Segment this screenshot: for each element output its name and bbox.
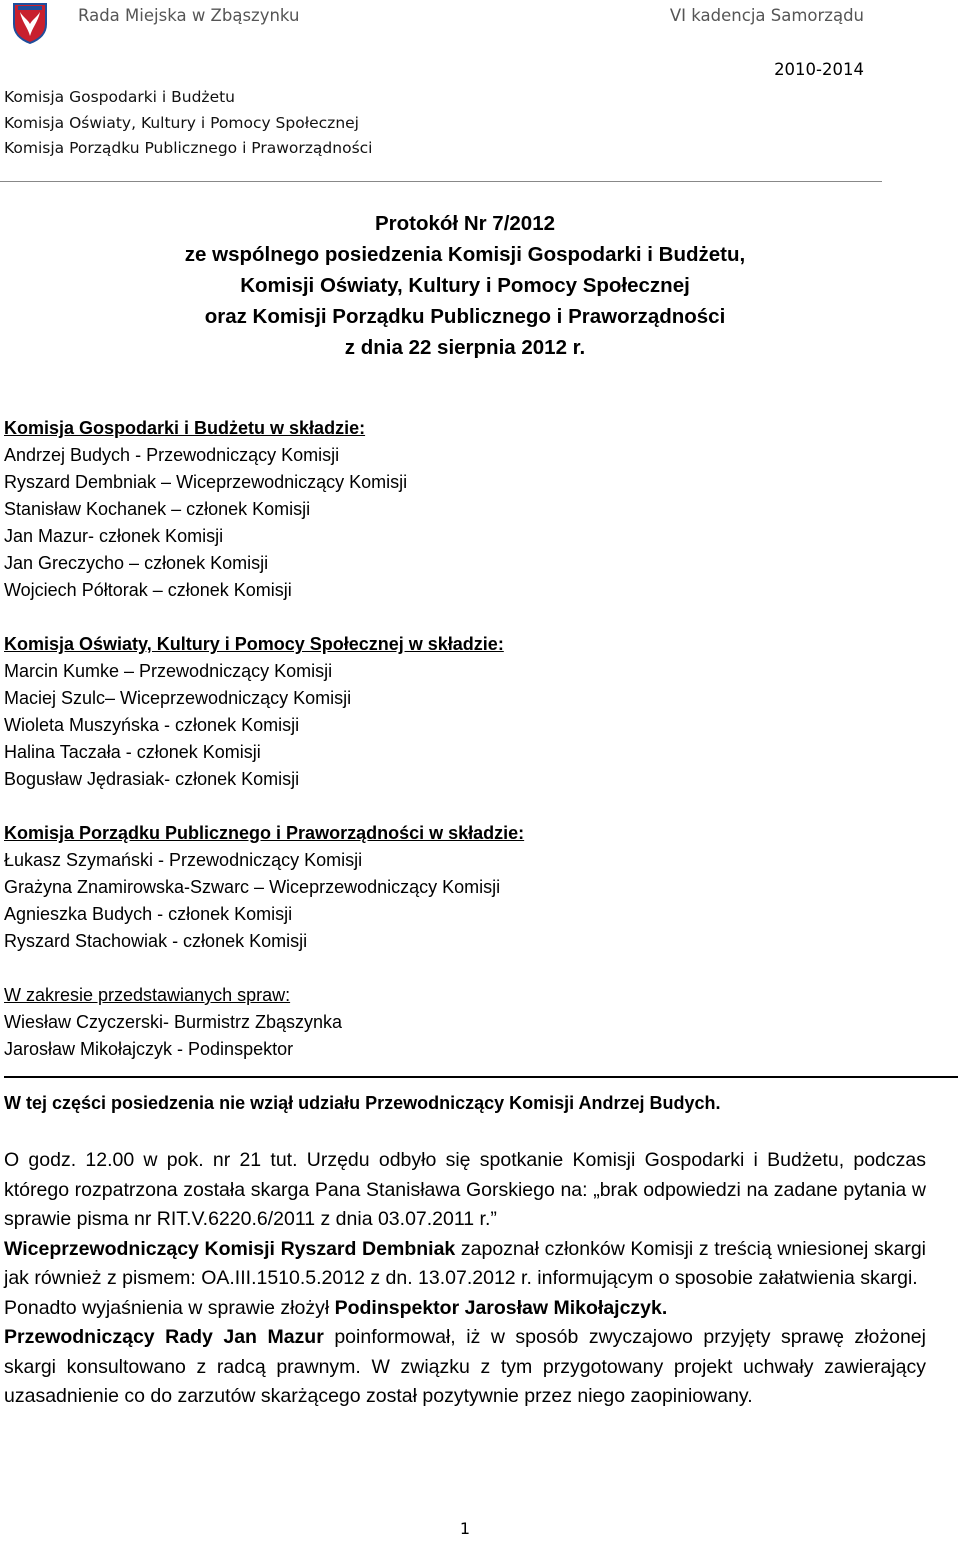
member-line: Stanisław Kochanek – członek Komisji (4, 499, 311, 519)
member-line: Maciej Szulc– Wiceprzewodniczący Komisji (4, 688, 352, 708)
member-line: Wioleta Muszyńska - członek Komisji (4, 715, 300, 735)
title-line: Protokół Nr 7/2012 (374, 212, 555, 235)
paragraph-text: zapoznał członków Komisji z treścią wniesionej skargi jak również z pismem: OA.III.1510.5.2012 z dn. 13.07.2012 r. informującym o sposobie załatwienia skargi. (4, 1237, 926, 1289)
absence-note: W tej części posiedzenia nie wziął udziału Przewodniczący Komisji Andrzej Budych. (4, 1093, 721, 1113)
speaker-name: Przewodniczący Rady Jan Mazur (4, 1326, 324, 1348)
section-budget (4, 415, 944, 604)
section-heading: Komisja Gospodarki i Budżetu w składzie: (4, 418, 366, 438)
section-divider (4, 1076, 958, 1078)
speaker-name: Wiceprzewodniczący Komisji Ryszard Dembniak (4, 1237, 456, 1260)
member-line: Bogusław Jędrasiak- członek Komisji (4, 769, 300, 789)
term-label: VI kadencja Samorządu (669, 6, 864, 25)
committee-name: Komisja Oświaty, Kultury i Pomocy Społecznej (4, 113, 359, 132)
section-education (4, 631, 944, 793)
committee-list (4, 85, 372, 162)
speaker-name: Podinspektor Jarosław Mikołajczyk. (334, 1296, 668, 1319)
member-line: Jan Greczycho – członek Komisji (4, 553, 269, 573)
member-line: Jan Mazur- członek Komisji (4, 526, 224, 546)
term-years: 2010-2014 (774, 60, 864, 79)
member-line: Grażyna Znamirowska-Szwarc – Wiceprzewodniczący Komisji (4, 877, 501, 897)
section-public-order (4, 820, 944, 955)
section-attendees (4, 982, 944, 1063)
page-number: 1 (459, 1519, 471, 1538)
composition-sections (4, 415, 944, 1063)
member-line: Andrzej Budych - Przewodniczący Komisji (4, 445, 340, 465)
paragraph-text: Ponadto wyjaśnienia w sprawie złożył (4, 1296, 335, 1319)
body-paragraph: O godz. 12.00 w pok. nr 21 tut. Urzędu odbyło się spotkanie Komisji Gospodarki i Budżetu, podczas którego rozpatrzona została skarga Pana Stanisława Gorskiego na: „brak odpowiedzi na zadane pytania w sprawie pisma nr RIT.V.6220.6/2011 z dnia 03.07.2011 r.” (4, 1149, 926, 1230)
member-line: Wiesław Czyczerski- Burmistrz Zbąszynka (4, 1012, 343, 1032)
paragraph-text: poinformował, iż w sposób zwyczajowo przyjęty sprawę złożonej skargi konsultowano z radcą prawnym. W związku z tym przygotowany projekt uchwały zawierający uzasadnienie co do zarzutów skarżącego został pozytywnie przez niego zaopiniowany. (4, 1326, 926, 1407)
member-line: Agnieszka Budych - członek Komisji (4, 904, 293, 924)
title-line: ze wspólnego posiedzenia Komisji Gospodarki i Budżetu, (184, 243, 746, 266)
document-title (0, 208, 930, 363)
member-line: Marcin Kumke – Przewodniczący Komisji (4, 661, 333, 681)
member-line: Wojciech Półtorak – członek Komisji (4, 580, 292, 600)
organization-name: Rada Miejska w Zbąszynku (78, 6, 300, 25)
body-paragraph (4, 1323, 926, 1412)
section-heading: Komisja Oświaty, Kultury i Pomocy Społecznej w składzie: (4, 634, 504, 654)
committee-name: Komisja Gospodarki i Budżetu (4, 88, 236, 106)
coat-of-arms-icon (12, 2, 48, 44)
title-line: oraz Komisji Porządku Publicznego i Praworządności (204, 305, 726, 328)
member-line: Łukasz Szymański - Przewodniczący Komisji (4, 850, 363, 870)
member-line: Jarosław Mikołajczyk - Podinspektor (4, 1039, 294, 1059)
section-heading: Komisja Porządku Publicznego i Praworządności w składzie: (4, 823, 525, 843)
title-line: Komisji Oświaty, Kultury i Pomocy Społecznej (240, 274, 690, 297)
protocol-body (4, 1146, 926, 1412)
header-divider (0, 181, 882, 182)
member-line: Ryszard Dembniak – Wiceprzewodniczący Komisji (4, 472, 408, 492)
section-heading: W zakresie przedstawianych spraw: (4, 985, 291, 1005)
title-line: z dnia 22 sierpnia 2012 r. (344, 336, 586, 359)
body-paragraph (4, 1294, 926, 1324)
member-line: Ryszard Stachowiak - członek Komisji (4, 931, 308, 951)
member-line: Halina Taczała - członek Komisji (4, 742, 261, 762)
committee-name: Komisja Porządku Publicznego i Praworządności (4, 139, 373, 157)
body-paragraph (4, 1235, 926, 1294)
